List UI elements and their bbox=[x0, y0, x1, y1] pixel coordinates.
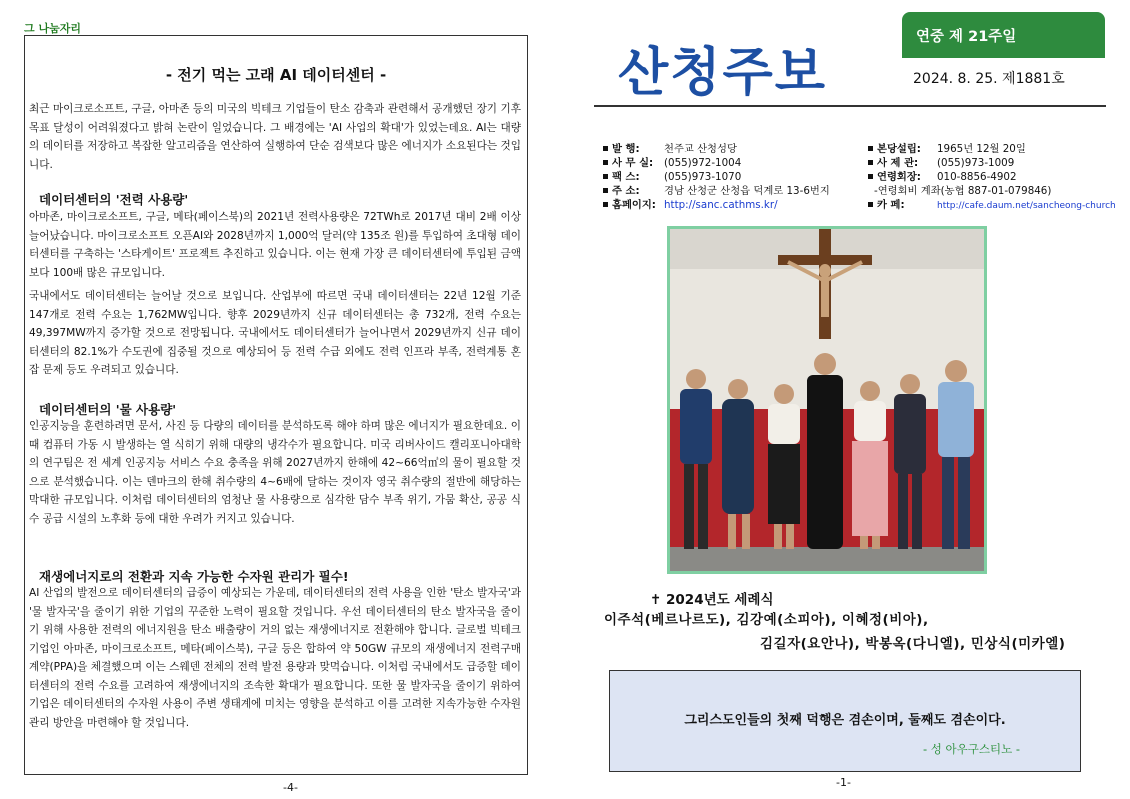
intro-paragraph: 최근 마이크로소프트, 구글, 아마존 등의 미국의 빅테크 기업들이 탄소 감축과 관련해서 공개했던 장기 기후 목표 달성이 어려워졌다고 밝혀 논란이 일었습니다. 그 배경에는 'AI 사업의 확대'가 있었는데요. AI는 대량의 데이터를 저장하고 복잡한 알고리즘을 연산하여 실행하여 단순 검색보다 많은 에너지가 소요된다는 것입니다. bbox=[29, 103, 521, 171]
info-cafe: 카 페: http://cafe.daum.net/sancheong-church bbox=[868, 198, 1116, 213]
power-paragraph-1: 아마존, 마이크로소프트, 구글, 메타(페이스북)의 2021년 전력사용량은 72TWh로 2017년 대비 2배 이상 늘어났습니다. 마이크로소프트 오픈AI와 2028년까지 1,000억 달러(약 135조 원)를 투입하여 초대형 데이터센터를 구축하는 '스타게이트' 프로젝트 추진하고 있습니다. 이는 현재 가장 큰 데이터센터에 투입된 금액보다 100배 많은 규모입니다. bbox=[29, 211, 521, 279]
bullet-icon bbox=[868, 174, 873, 179]
renewable-paragraph: AI 산업의 발전으로 데이터센터의 급증이 예상되는 가운데, 데이터센터의 전력 사용을 인한 '탄소 발자국'과 '물 발자국'을 줄이기 위한 기업의 꾸준한 노력이 필요할 것입니다. 우선 데이터센터의 탄소 발자국을 줄이기 위해 사용한 전력의 에너지원을 탄소 배출량이 거의 없는 재생에너지로 전환해야 합니다. 글로벌 빅테크 기업인 아마존, 마이크로소프트, 메타(페이스북), 구글 등은 합하여 약 50GW 규모의 재생에너지 전력구매계약(PPA)을 체결했으며 이는 스웨덴 전체의 전력 발전 용량과 맞먹습니다. 이처럼 국내에서도 급증할 데이터센터의 전력 수요를 고려하여 재생에너지의 조속한 확대가 필요합니다. 또한 물 발자국을 줄이기 위하여 기업은 데이터센터의 수자원 사용이 주변 생태계에 미치는 영향을 분석하고 이를 고려한 지속가능한 수자원 관리 방안을 마련해야 할 것입니다. bbox=[29, 587, 521, 729]
section-heading-renewable: 재생에너지로의 전환과 지속 가능한 수자원 관리가 필수! bbox=[39, 569, 349, 584]
header-divider bbox=[594, 105, 1106, 107]
article-box bbox=[24, 35, 528, 775]
quote-text: 그리스도인들의 첫째 덕행은 겸손이며, 둘째도 겸손이다. bbox=[684, 713, 1006, 728]
section-tag: 그 나눔자리 bbox=[24, 22, 81, 35]
homepage-link[interactable]: http://sanc.cathms.kr/ bbox=[664, 199, 778, 211]
article-title: - 전기 먹는 고래 AI 데이터센터 - bbox=[165, 66, 387, 84]
bullet-icon bbox=[603, 160, 608, 165]
power-paragraph-2: 국내에서도 데이터센터는 늘어날 것으로 보입니다. 산업부에 따르면 국내 데이터센터는 22년 12월 기준 147개로 전력 수요는 1,762MW입니다. 향후 2029년까지 신규 데이터센터는 총 732개, 전력 수요는 49,397MW까지 증가할 것으로 전망됩니다. 국내에서도 데이터센터가 늘어나면서 2029년까지 신규 데이터센터의 82.1%가 수도권에 집중될 것으로 예상되어 등 전력 수급 외에도 전력 인프라 부족, 전력계통 혼잡 문제 등도 우려되고 있습니다. bbox=[29, 290, 521, 376]
bullet-icon bbox=[868, 202, 873, 207]
bullet-icon bbox=[603, 202, 608, 207]
info-office: 사 무 실: (055)972-1004 bbox=[603, 156, 741, 170]
week-badge-label: 연중 제 21주일 bbox=[916, 29, 1017, 45]
liturgical-week-badge bbox=[902, 12, 1105, 58]
masthead-title: 산청주보 bbox=[618, 43, 827, 103]
info-funeral-committee: 연령회장: 010-8856-4902 bbox=[868, 170, 1017, 184]
info-founded: 본당설립: 1965년 12월 20일 bbox=[868, 142, 1026, 156]
cafe-link[interactable]: http://cafe.daum.net/sancheong-church bbox=[937, 201, 1116, 211]
page-number-left: -4- bbox=[283, 781, 298, 794]
bullet-icon bbox=[603, 146, 608, 151]
bullet-icon bbox=[603, 188, 608, 193]
bullet-icon bbox=[868, 160, 873, 165]
section-heading-water: 데이터센터의 '물 사용량' bbox=[39, 402, 177, 417]
quote-box bbox=[609, 670, 1081, 772]
water-paragraph: 인공지능을 훈련하려면 문서, 사진 등 다량의 데이터를 분석하도록 해야 하며 많은 에너지가 필요한데요. 이때 컴퓨터 가동 시 발생하는 열 식히기 위해 대량의 냉각수가 필요합니다. 미국 리버사이드 캘리포니아대학의 연구팀은 전 세계 인공지능 서비스 수요 충족을 위해 2027년까지 한해에 42~66억㎥의 물이 필요할 것으로 분석했습니다. 이는 덴마크의 한해 취수량의 4~6배에 달하는 것이자 영국 취수량의 절반에 해당하는 막대한 규모입니다. 이처럼 데이터센터의 엄청난 물 사용량으로 심각한 담수 부족 위기, 가뭄 확산, 공공 식수 공급 시설의 노후화 등에 대한 우려가 커지고 있습니다. bbox=[29, 420, 521, 525]
group-photo-illustration bbox=[670, 229, 984, 571]
info-rectory: 사 제 관: (055)973-1009 bbox=[868, 156, 1014, 170]
quote-author: - 성 아우구스티노 - bbox=[922, 742, 1020, 756]
baptism-heading: ✝ 2024년도 세례식 bbox=[650, 592, 774, 608]
bullet-icon bbox=[868, 146, 873, 151]
info-fax: 팩 스: (055)973-1070 bbox=[603, 170, 741, 184]
info-address: 주 소: 경남 산청군 산청읍 덕계로 13-6번지 bbox=[603, 184, 830, 198]
bullet-icon bbox=[603, 174, 608, 179]
info-account: -연령회비 계좌(농협 887-01-079846) bbox=[874, 185, 1052, 197]
page-number-right: -1- bbox=[836, 776, 851, 789]
info-homepage: 홈페이지: http://sanc.cathms.kr/ bbox=[603, 198, 778, 212]
baptism-group-photo bbox=[667, 226, 987, 574]
baptism-names-line-2: 김길자(요안나), 박봉옥(다니엘), 민상식(미카엘) bbox=[760, 636, 1066, 652]
section-heading-power: 데이터센터의 '전력 사용량' bbox=[39, 192, 189, 207]
info-publisher: 발 행: 천주교 산청성당 bbox=[603, 142, 737, 156]
baptism-names-line-1: 이주석(베르나르도), 김강예(소피아), 이혜정(비아), bbox=[604, 612, 929, 628]
issue-date: 2024. 8. 25. 제1881호 bbox=[913, 71, 1065, 87]
